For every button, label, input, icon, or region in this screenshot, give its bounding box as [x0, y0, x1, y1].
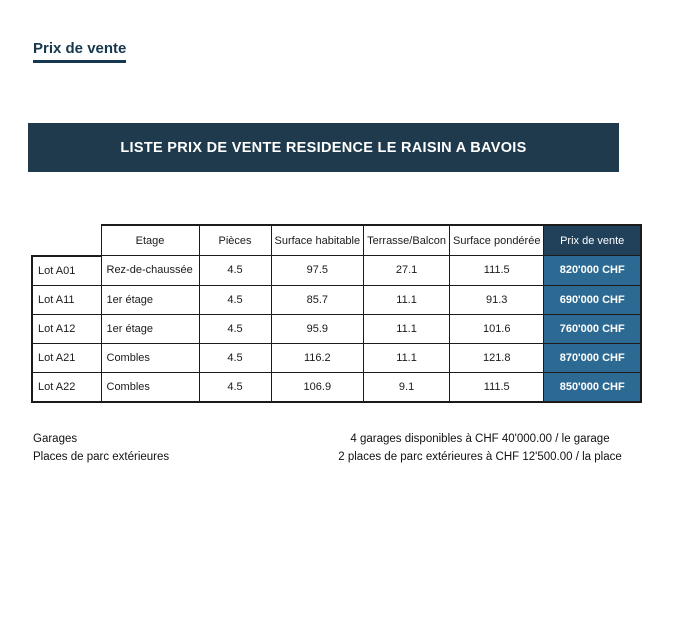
surface-ponderee-cell: 111.5: [450, 256, 544, 286]
col-header-pieces: Pièces: [199, 225, 271, 256]
col-header-surface-habitable: Surface habitable: [271, 225, 364, 256]
terrasse-balcon-cell: 11.1: [364, 343, 450, 372]
etage-cell: Combles: [101, 343, 199, 372]
table-row: [32, 372, 641, 402]
page-title: Prix de vente: [33, 40, 126, 63]
prix-cell: 870'000 CHF: [544, 343, 641, 372]
table-row: [32, 256, 641, 286]
etage-cell: 1er étage: [101, 314, 199, 343]
col-header-terrasse-balcon: Terrasse/Balcon: [364, 225, 450, 256]
terrasse-balcon-cell: 11.1: [364, 314, 450, 343]
surface-habitable-cell: 95.9: [271, 314, 364, 343]
banner: [28, 123, 619, 172]
pieces-cell: 4.5: [199, 314, 271, 343]
surface-habitable-cell: 85.7: [271, 285, 364, 314]
etage-cell: 1er étage: [101, 285, 199, 314]
garages-info: 4 garages disponibles à CHF 40'000.00 / le garage: [350, 433, 610, 445]
parking-label: Places de parc extérieures: [33, 451, 170, 463]
footer-details: [280, 430, 680, 466]
footer-labels: [33, 430, 169, 466]
prix-cell: 850'000 CHF: [544, 372, 641, 402]
surface-ponderee-cell: 121.8: [450, 343, 544, 372]
pieces-cell: 4.5: [199, 285, 271, 314]
col-header-prix-de-vente: Prix de vente: [544, 225, 641, 256]
table-row: [32, 343, 641, 372]
surface-habitable-cell: 106.9: [271, 372, 364, 402]
etage-cell: Rez-de-chaussée: [101, 256, 199, 286]
table-header-row: [32, 225, 641, 256]
empty-header-cell: [32, 225, 101, 256]
surface-habitable-cell: 116.2: [271, 343, 364, 372]
etage-cell: Combles: [101, 372, 199, 402]
prix-cell: 820'000 CHF: [544, 256, 641, 286]
col-header-etage: Etage: [101, 225, 199, 256]
terrasse-balcon-cell: 9.1: [364, 372, 450, 402]
surface-habitable-cell: 97.5: [271, 256, 364, 286]
price-table: [31, 224, 642, 403]
parking-info: 2 places de parc extérieures à CHF 12'500.00 / la place: [338, 451, 622, 463]
lot-cell: Lot A22: [32, 372, 101, 402]
surface-ponderee-cell: 111.5: [450, 372, 544, 402]
pieces-cell: 4.5: [199, 256, 271, 286]
lot-cell: Lot A21: [32, 343, 101, 372]
surface-ponderee-cell: 91.3: [450, 285, 544, 314]
terrasse-balcon-cell: 11.1: [364, 285, 450, 314]
prix-cell: 760'000 CHF: [544, 314, 641, 343]
pieces-cell: 4.5: [199, 372, 271, 402]
col-header-surface-ponderee: Surface pondérée: [450, 225, 544, 256]
prix-cell: 690'000 CHF: [544, 285, 641, 314]
lot-cell: Lot A11: [32, 285, 101, 314]
lot-cell: Lot A01: [32, 256, 101, 286]
garages-label: Garages: [33, 433, 78, 445]
lot-cell: Lot A12: [32, 314, 101, 343]
table-row: [32, 285, 641, 314]
pieces-cell: 4.5: [199, 343, 271, 372]
terrasse-balcon-cell: 27.1: [364, 256, 450, 286]
banner-title: LISTE PRIX DE VENTE RESIDENCE LE RAISIN A BAVOIS: [120, 139, 527, 156]
table-row: [32, 314, 641, 343]
surface-ponderee-cell: 101.6: [450, 314, 544, 343]
